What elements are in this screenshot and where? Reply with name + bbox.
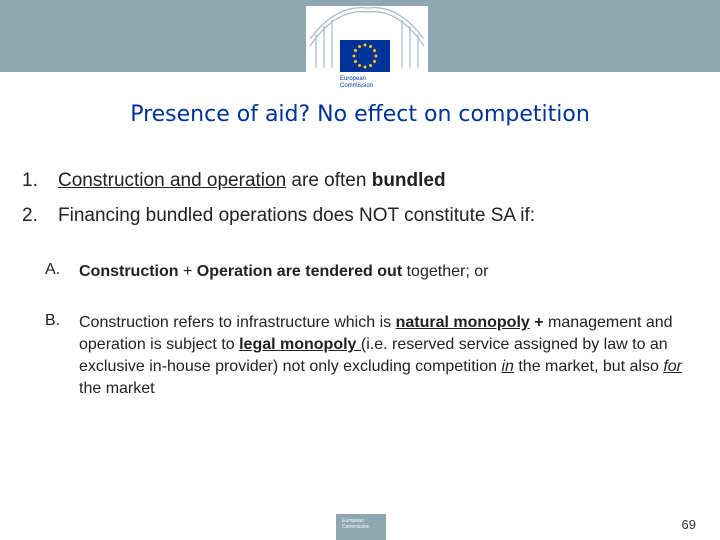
footer-logo-text: European Commission [342,518,370,530]
page-number: 69 [681,517,696,532]
sub-letter: B. [45,312,61,329]
footer-commission-logo [336,514,386,540]
sub-text: Construction + Operation are tendered out together; or [79,263,489,280]
list-item-2 [22,205,535,227]
sub-text: Construction refers to infrastructure which is natural monopoly + management and operation is subject to legal monopoly (i.e. reserved service assigned by law to an exclusive in-house provider) not only excluding competition in the market, but also for the market [79,314,682,397]
underlined-phrase: Construction and operation [58,170,287,191]
list-number: 2. [22,205,38,226]
list-text: Financing bundled operations does NOT constitute SA if: [58,205,536,226]
logo-text-european: European [340,76,367,82]
sub-letter: A. [45,261,61,278]
logo-text-commission: Commission [340,83,374,89]
list-number: 1. [22,170,38,191]
european-commission-logo [306,6,428,90]
bold-phrase: bundled [371,170,446,191]
list-item-1: 1. Construction and operation are often bundled [22,170,446,191]
slide-title: Presence of aid? No effect on competition [130,102,590,127]
